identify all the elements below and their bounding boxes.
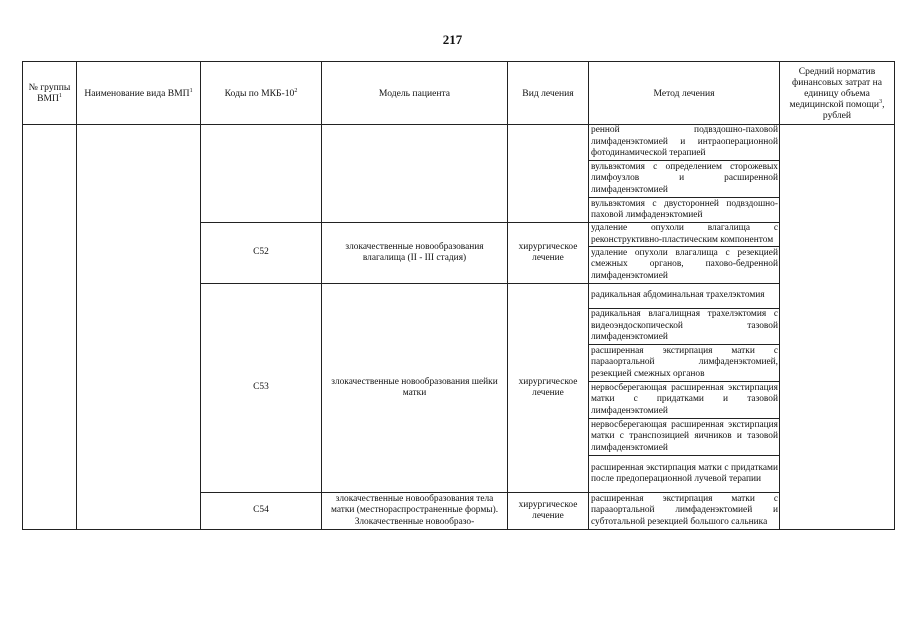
header-icd-codes: Коды по МКБ-$10^2$	[201, 62, 322, 125]
patient-model-cell	[322, 125, 508, 223]
patient-model-cell: злокачественные новообразования влагалища (II - III стадия)	[322, 223, 508, 284]
header-treatment-method: Метод лечения	[589, 62, 780, 125]
group-number-cell	[23, 125, 77, 530]
treatment-type-cell: хирургическое лечение	[508, 493, 589, 530]
cost-cell	[780, 125, 895, 530]
header-group-number: № группы ВМП$^1$	[23, 62, 77, 125]
header-cost-standard: Средний норматив финансовых затрат на единицу объема медицинской помощи$^3$, рублей	[780, 62, 895, 125]
patient-model-cell: злокачественные новообразования шейки матки	[322, 284, 508, 493]
header-row	[23, 62, 895, 125]
treatment-type-cell: хирургическое лечение	[508, 223, 589, 284]
icd-code-cell	[201, 125, 322, 223]
method-cell: удаление опухоли влагалища с реконструктивно-пластическим компонентом	[589, 223, 780, 247]
method-cell: расширенная экстирпация матки с парааортальной лимфаденэктомией и субтотальной резекцией большого сальника	[589, 493, 780, 530]
treatment-type-cell	[508, 125, 589, 223]
vmp-table	[22, 61, 895, 530]
icd-code-cell: C53	[201, 284, 322, 493]
header-vmp-name: Наименование вида ВМП$^1$	[77, 62, 201, 125]
patient-model-cell: злокачественные новообразования тела матки (местнораспространенные формы). Злокачественные новообразо-	[322, 493, 508, 530]
method-cell: радикальная абдоминальная трахелэктомия	[589, 284, 780, 309]
method-cell: нервосберегающая расширенная экстирпация матки с придатками и тазовой лимфаденэктомией	[589, 382, 780, 419]
treatment-type-cell: хирургическое лечение	[508, 284, 589, 493]
method-cell: радикальная влагалищная трахелэктомия с видеоэндоскопической тазовой лимфаденэктомией	[589, 309, 780, 345]
method-cell: нервосберегающая расширенная экстирпация матки с транспозицией яичников и тазовой лимфаденэктомией	[589, 419, 780, 456]
icd-code-cell: C52	[201, 223, 322, 284]
header-treatment-type: Вид лечения	[508, 62, 589, 125]
method-cell: расширенная экстирпация матки с придатками после предоперационной лучевой терапии	[589, 456, 780, 493]
method-cell: расширенная экстирпация матки с парааортальной лимфаденэктомией, резекцией смежных органов	[589, 345, 780, 382]
table-row	[23, 125, 895, 161]
method-cell: вульвэктомия с определением сторожевых лимфоузлов и расширенной лимфаденэктомией	[589, 161, 780, 198]
method-cell: ренной подвздошно-паховой лимфаденэктомией и интраоперационной фотодинамической терапией	[589, 125, 780, 161]
method-cell: вульвэктомия с двусторонней подвздошно-паховой лимфаденэктомией	[589, 198, 780, 223]
page-number: 217	[442, 32, 463, 47]
method-cell: удаление опухоли влагалища с резекцией смежных органов, пахово-бедренной лимфаденэктомией	[589, 247, 780, 284]
icd-code-cell: C54	[201, 493, 322, 530]
vmp-name-cell	[77, 125, 201, 530]
header-patient-model: Модель пациента	[322, 62, 508, 125]
